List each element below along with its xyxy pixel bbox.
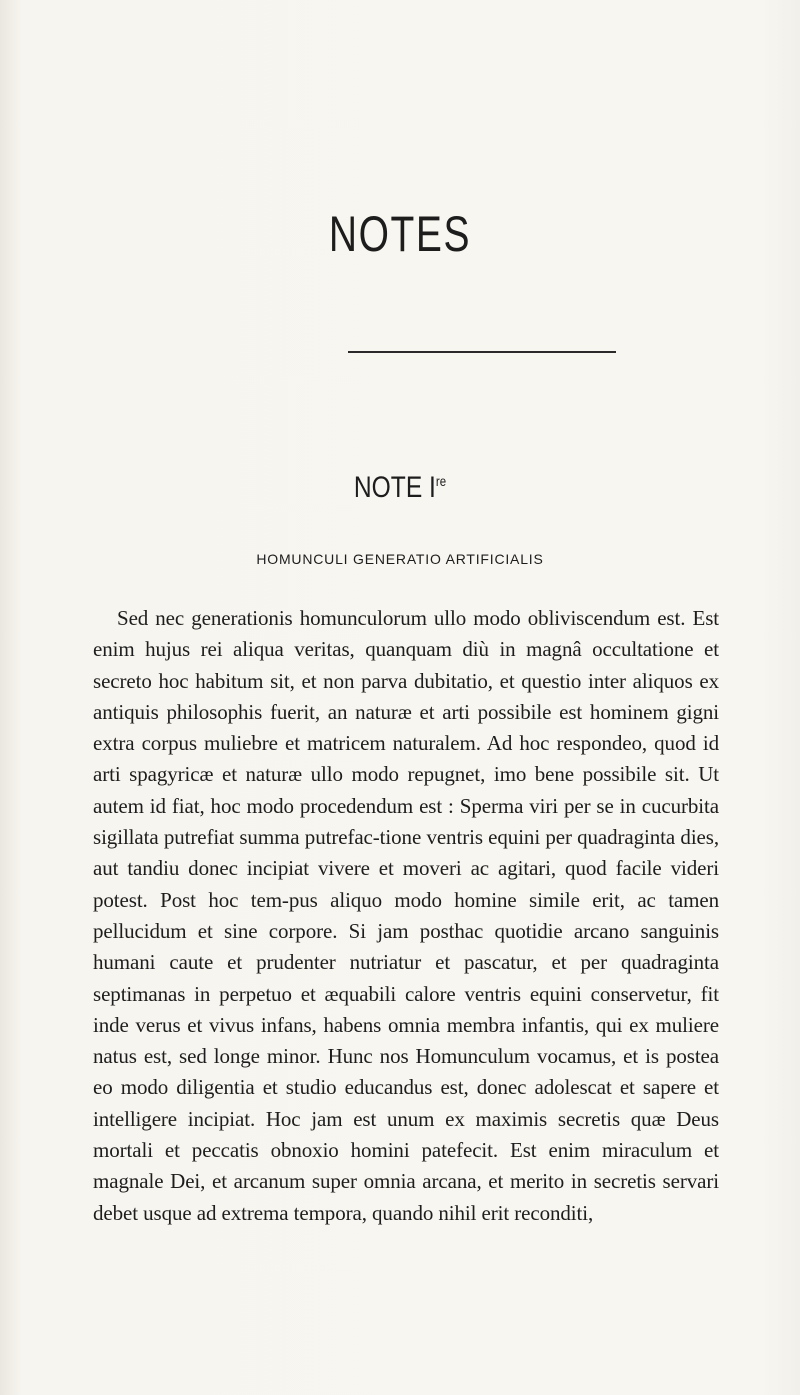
body-paragraph: Sed nec generationis homunculorum ullo modo obliviscendum est. Est enim hujus rei aliqua veritas, quanquam diù in magnâ occultatione et secreto hoc habitum sit, et non parva dubitatio, et questio inter aliquos ex antiquis philosophis fuerit, an naturæ et arti possibile est hominem gigni extra corpus muliebre et matricem naturalem. Ad hoc respondeo, quod id arti spagyricæ et naturæ ullo modo repugnet, imo bene possibile sit. Ut autem id fiat, hoc modo procedendum est : Sperma viri per se in cucurbita sigillata putrefiat summa putrefac-tione ventris equini per quadraginta dies, aut tandiu donec incipiat vivere et moveri ac agitari, quod facile videri potest. Post hoc tem-pus aliquo modo homine simile erit, ac tamen pellucidum et sine corpore. Si jam posthac quotidie arcano sanguinis humani caute et prudenter nutriatur et pascatur, et per quadraginta septimanas in perpetuo et æquabili calore ventris equini conservetur, fit inde verus et vivus infans, habens omnia membra infantis, qui ex muliere natus est, sed longe minor. Hunc nos Homunculum vocamus, et is postea eo modo diligentia et studio educandus est, donec adolescat et sapere et intelligere incipiat. Hoc jam est unum ex maximis secretis quæ Deus mortali et peccatis obnoxio homini patefecit. Est enim miraculum et magnale Dei, et arcanum super omnia arcana, et merito in secretis servari debet usque ad extrema tempora, quando nihil erit reconditi, (93, 606, 719, 1225)
note-label-superscript: re (435, 473, 447, 489)
note-subtitle: HOMUNCULI GENERATIO ARTIFICIALIS (256, 551, 544, 567)
note-heading (72, 470, 728, 506)
page-title: NOTES (328, 206, 472, 262)
title-divider (348, 351, 616, 353)
note-label: NOTE I (353, 471, 436, 504)
